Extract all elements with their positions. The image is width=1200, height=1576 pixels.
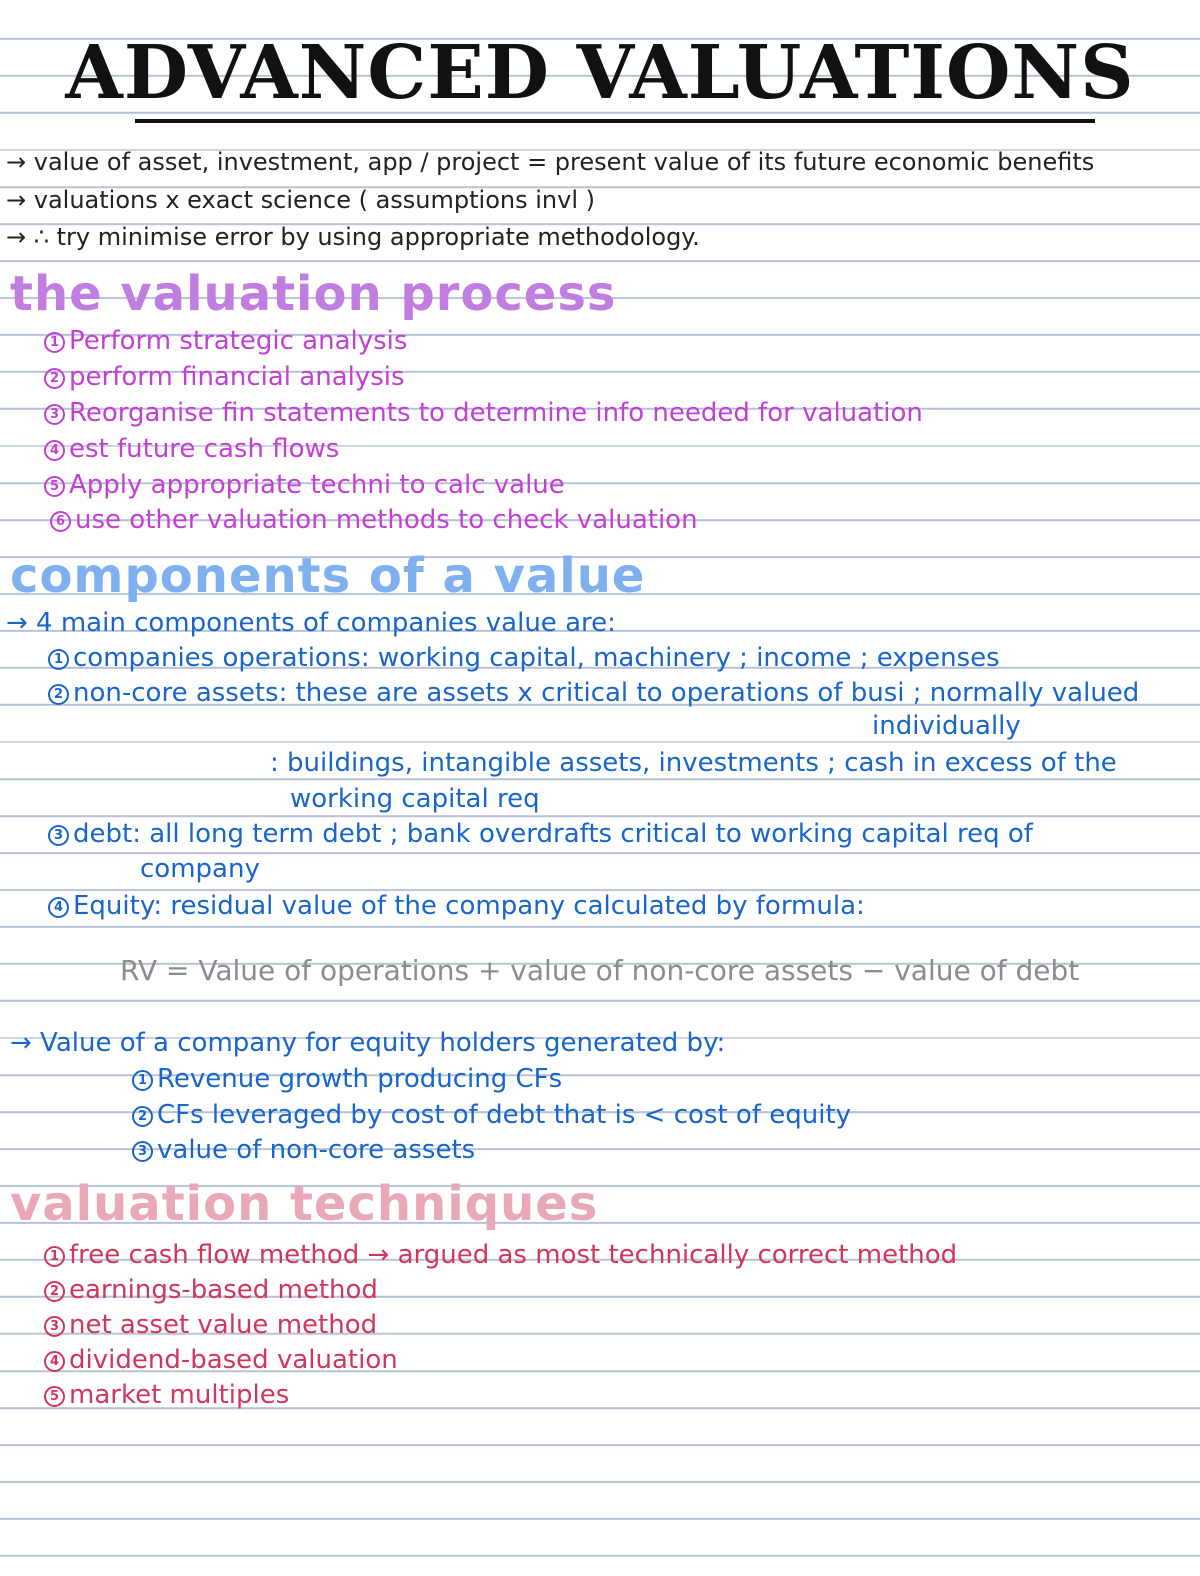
item-text: market multiples bbox=[69, 1380, 290, 1410]
section-heading-valuation-techniques: valuation techniques bbox=[10, 1176, 599, 1232]
item-number: 3 bbox=[132, 1141, 153, 1162]
item-text: net asset value method bbox=[69, 1310, 378, 1340]
page-title: ADVANCED VALUATIONS bbox=[65, 30, 1135, 116]
item-number: 5 bbox=[44, 1386, 65, 1407]
item-number: 1 bbox=[44, 1246, 65, 1267]
list-item bbox=[132, 1137, 475, 1163]
item-text: debt: all long term debt ; bank overdrafts critical to working capital req of bbox=[73, 819, 1033, 849]
item-text: dividend-based valuation bbox=[69, 1345, 398, 1375]
list-item bbox=[132, 1066, 562, 1092]
list-item bbox=[48, 893, 865, 919]
item-text: companies operations: working capital, machinery ; income ; expenses bbox=[73, 643, 1000, 673]
item-text: free cash flow method → argued as most technically correct method bbox=[69, 1240, 958, 1270]
step-number: 6 bbox=[50, 511, 71, 532]
generated-intro: → Value of a company for equity holders generated by: bbox=[10, 1028, 726, 1058]
item-number: 4 bbox=[48, 897, 69, 918]
step-number: 3 bbox=[44, 404, 65, 425]
section-heading-components: components of a value bbox=[10, 548, 646, 604]
list-item bbox=[44, 1347, 398, 1373]
item-text: Revenue growth producing CFs bbox=[157, 1064, 563, 1094]
list-item bbox=[44, 1242, 957, 1268]
item-continuation: working capital req bbox=[290, 784, 540, 814]
list-item bbox=[44, 328, 407, 354]
step-text: Reorganise fin statements to determine info needed for valuation bbox=[69, 398, 923, 428]
step-text: perform financial analysis bbox=[69, 362, 405, 392]
item-number: 1 bbox=[48, 649, 69, 670]
list-item bbox=[44, 1382, 289, 1408]
list-item bbox=[48, 645, 1000, 671]
item-text: earnings-based method bbox=[69, 1275, 378, 1305]
item-number: 3 bbox=[44, 1316, 65, 1337]
item-number: 2 bbox=[44, 1281, 65, 1302]
list-item bbox=[132, 1102, 851, 1128]
list-item bbox=[44, 472, 565, 498]
formula: RV = Value of operations + value of non-core assets − value of debt bbox=[120, 954, 1080, 987]
list-item bbox=[44, 1277, 378, 1303]
item-text: Equity: residual value of the company calculated by formula: bbox=[73, 891, 865, 921]
item-number: 2 bbox=[48, 684, 69, 705]
intro-line: → ∴ try minimise error by using appropriate methodology. bbox=[6, 223, 700, 251]
list-item bbox=[50, 507, 698, 533]
list-item bbox=[44, 436, 339, 462]
section-heading-valuation-process: the valuation process bbox=[10, 266, 617, 322]
item-text: non-core assets: these are assets x critical to operations of busi ; normally valued bbox=[73, 678, 1140, 708]
components-intro: → 4 main components of companies value are: bbox=[6, 608, 616, 638]
item-number: 4 bbox=[44, 1351, 65, 1372]
item-continuation: individually bbox=[872, 711, 1021, 741]
item-number: 1 bbox=[132, 1070, 153, 1091]
step-text: Apply appropriate techni to calc value bbox=[69, 470, 565, 500]
step-number: 5 bbox=[44, 476, 65, 497]
step-text: est future cash flows bbox=[69, 434, 340, 464]
list-item bbox=[44, 1312, 377, 1338]
item-text: value of non-core assets bbox=[157, 1135, 476, 1165]
intro-line: → valuations x exact science ( assumptions invl ) bbox=[6, 186, 595, 214]
list-item bbox=[48, 680, 1139, 706]
intro-line: → value of asset, investment, app / project = present value of its future economic benefits bbox=[6, 148, 1095, 176]
list-item bbox=[48, 821, 1033, 847]
step-number: 2 bbox=[44, 368, 65, 389]
item-continuation: company bbox=[140, 854, 260, 884]
title-underline bbox=[135, 119, 1095, 123]
item-text: CFs leveraged by cost of debt that is < cost of equity bbox=[157, 1100, 852, 1130]
item-number: 3 bbox=[48, 825, 69, 846]
step-number: 4 bbox=[44, 440, 65, 461]
list-item bbox=[44, 400, 923, 426]
step-text: Perform strategic analysis bbox=[69, 326, 408, 356]
item-number: 2 bbox=[132, 1106, 153, 1127]
step-number: 1 bbox=[44, 332, 65, 353]
step-text: use other valuation methods to check valuation bbox=[75, 505, 698, 535]
list-item: : buildings, intangible assets, investments ; cash in excess of the bbox=[270, 748, 1117, 778]
list-item bbox=[44, 364, 405, 390]
